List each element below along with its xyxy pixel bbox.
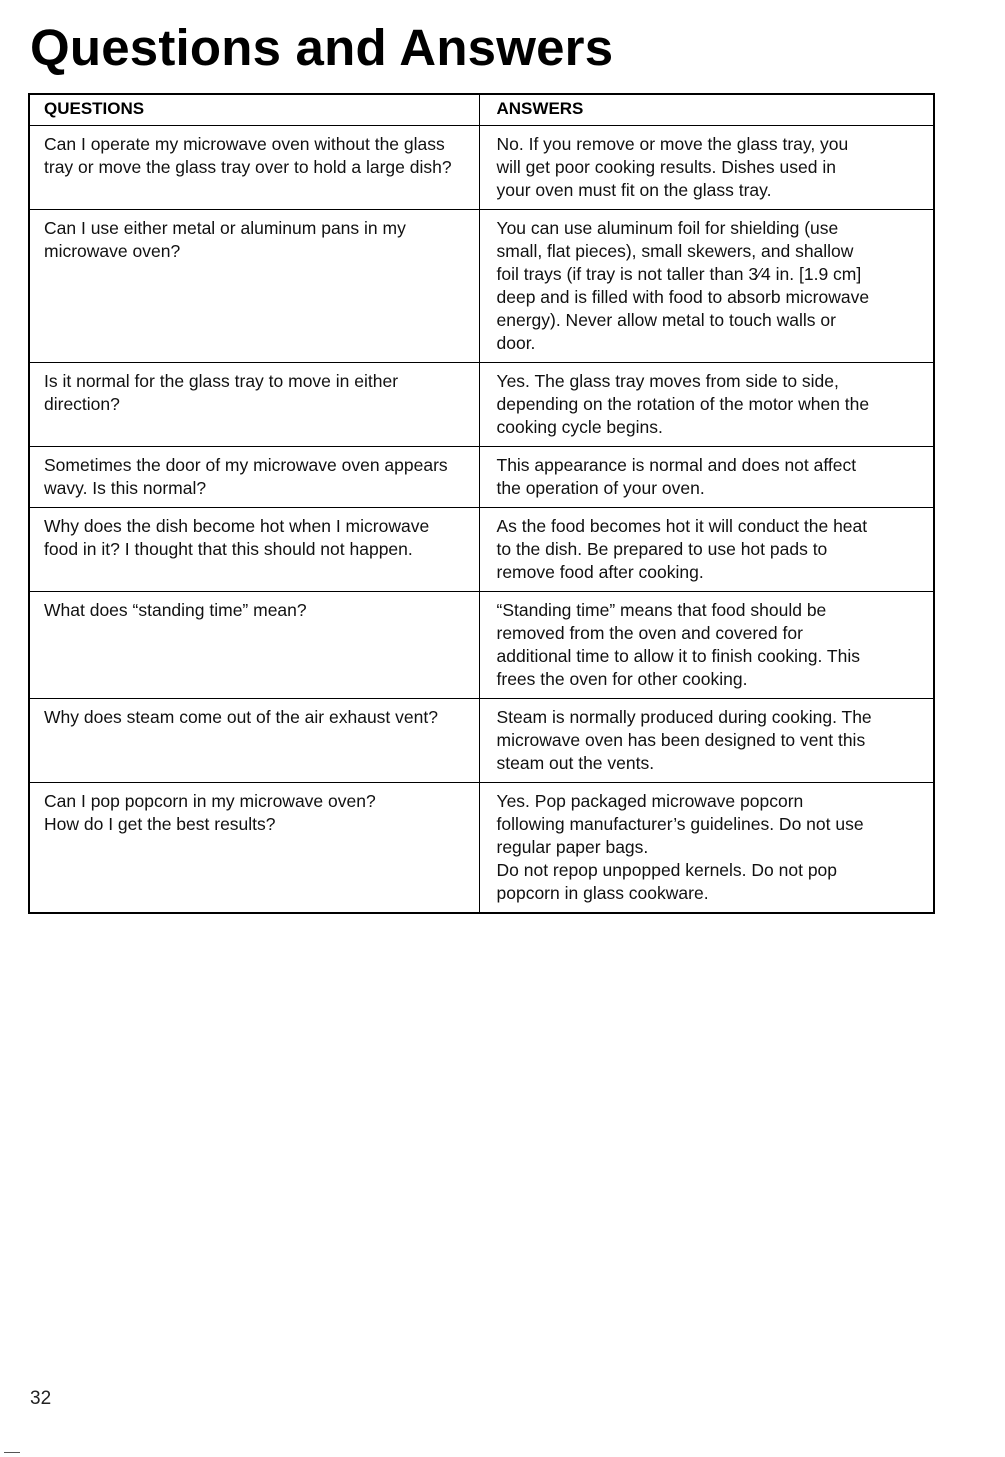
question-cell: Can I operate my microwave oven without the glass tray or move the glass tray over to hold a large dish? (29, 126, 479, 210)
table-row (29, 699, 934, 783)
answer-cell: Yes. The glass tray moves from side to side, depending on the rotation of the motor when the cooking cycle begins. (479, 363, 934, 447)
table-row (29, 783, 934, 914)
scan-edge-mark (4, 1452, 20, 1453)
answer-cell: No. If you remove or move the glass tray, you will get poor cooking results. Dishes used in your oven must fit on the glass tray. (479, 126, 934, 210)
table-row (29, 210, 934, 363)
answer-cell: Yes. Pop packaged microwave popcorn following manufacturer’s guidelines. Do not use regular paper bags. Do not repop unpopped kernels. Do not pop popcorn in glass cookware. (479, 783, 934, 914)
page-number: 32 (30, 1388, 52, 1409)
question-cell: Why does the dish become hot when I microwave food in it? I thought that this should not happen. (29, 508, 479, 592)
question-cell: Can I use either metal or aluminum pans in my microwave oven? (29, 210, 479, 363)
question-cell: Why does steam come out of the air exhaust vent? (29, 699, 479, 783)
answer-cell: This appearance is normal and does not affect the operation of your oven. (479, 447, 934, 508)
answers-header: ANSWERS (479, 94, 934, 126)
question-cell: Can I pop popcorn in my microwave oven? How do I get the best results? (29, 783, 479, 914)
question-cell: What does “standing time” mean? (29, 592, 479, 699)
question-cell: Is it normal for the glass tray to move in either direction? (29, 363, 479, 447)
page-title: Questions and Answers (30, 19, 614, 76)
table-row (29, 126, 934, 210)
table-row (29, 363, 934, 447)
answer-cell: You can use aluminum foil for shielding (use small, flat pieces), small skewers, and shallow foil trays (if tray is not taller than 3⁄4 in. [1.9 cm] deep and is filled with food to absorb microwave energy). Never allow metal to touch walls or door. (479, 210, 934, 363)
answer-cell: As the food becomes hot it will conduct the heat to the dish. Be prepared to use hot pads to remove food after cooking. (479, 508, 934, 592)
table-row (29, 592, 934, 699)
table-row (29, 508, 934, 592)
answer-cell: “Standing time” means that food should be removed from the oven and covered for additional time to allow it to finish cooking. This frees the oven for other cooking. (479, 592, 934, 699)
qa-table (28, 93, 935, 914)
table-row (29, 447, 934, 508)
table-header-row (29, 94, 934, 126)
questions-header: QUESTIONS (29, 94, 479, 126)
question-cell: Sometimes the door of my microwave oven appears wavy. Is this normal? (29, 447, 479, 508)
answer-cell: Steam is normally produced during cooking. The microwave oven has been designed to vent this steam out the vents. (479, 699, 934, 783)
